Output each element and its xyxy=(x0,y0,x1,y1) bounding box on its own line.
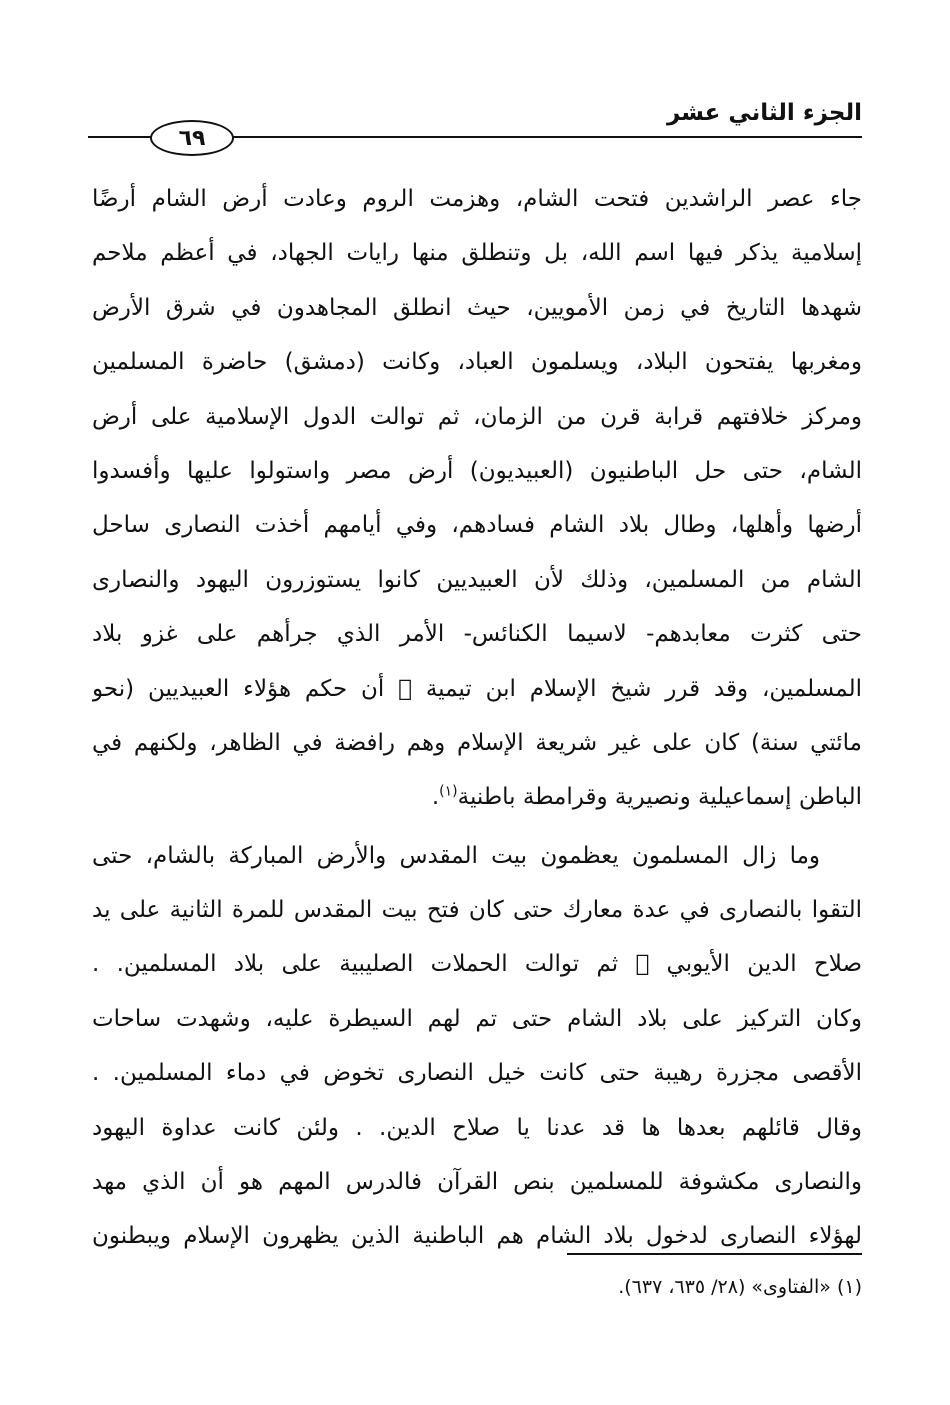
text-line: جاء عصر الراشدين فتحت الشام، وهزمت الروم وعادت أرض الشام أرضًا xyxy=(92,186,862,212)
page-number-badge: ٦٩ xyxy=(150,120,234,156)
text-line: الأقصى مجزرة رهيبة حتى كانت خيل النصارى تخوض في دماء المسلمين. . xyxy=(92,1060,862,1087)
text-line: مائتي سنة) كان على غير شريعة الإسلام وهم رافضة في الظاهر، ولكنهم في xyxy=(92,729,862,756)
text-line: التقوا بالنصارى في عدة معارك حتى كان فتح بيت المقدس للمرة الثانية على يد xyxy=(92,897,862,924)
footnote: (١) «الفتاوى» (٢٨/ ٦٣٥، ٦٣٧). xyxy=(618,1276,862,1298)
body-text xyxy=(92,172,862,1264)
text-line: الشام، حتى حل الباطنيون (العبيديون) أرض مصر واستولوا عليها وأفسدوا xyxy=(92,457,862,484)
text-line: والنصارى مكشوفة للمسلمين بنص القرآن فالدرس المهم هو أن الذي مهد xyxy=(92,1169,862,1196)
text-line: ومغربها يفتحون البلاد، ويسلمون العباد، وكانت (دمشق) حاضرة المسلمين xyxy=(92,349,862,376)
text-line: إسلامية يذكر فيها اسم الله، بل وتنطلق منها رايات الجهاد، في أعظم ملاحم xyxy=(92,240,862,267)
paragraph-end-period: . xyxy=(431,784,440,811)
text-line: ومركز خلافتهم قرابة قرن من الزمان، ثم توالت الدول الإسلامية على أرض xyxy=(92,403,862,430)
text-line: حتى كثرت معابدهم- لاسيما الكنائس- الأمر الذي جرأهم على غزو بلاد xyxy=(92,621,862,648)
text-line-last xyxy=(92,770,862,824)
text-line: شهدها التاريخ في زمن الأمويين، حيث انطلق المجاهدون في شرق الأرض xyxy=(92,294,862,321)
text-line: وكان التركيز على بلاد الشام حتى تم لهم السيطرة عليه، وشهدت ساحات xyxy=(92,1005,862,1032)
footnote-reference[interactable]: (١) xyxy=(439,783,458,800)
text-line: وقال قائلهم بعدها ها قد عدنا يا صلاح الدين. . ولئن كانت عداوة اليهود xyxy=(92,1114,862,1141)
text-line: وما زال المسلمون يعظمون بيت المقدس والأرض المباركة بالشام، حتى xyxy=(92,842,820,869)
text-line: أرضها وأهلها، وطال بلاد الشام فسادهم، وفي أيامهم أخذت النصارى ساحل xyxy=(92,512,862,539)
text-line: المسلمين، وقد قرر شيخ الإسلام ابن تيمية ﷫ أن حكم هؤلاء العبيديين (نحو xyxy=(92,675,862,702)
running-header-title: الجزء الثاني عشر xyxy=(666,100,862,126)
footnote-rule xyxy=(567,1253,862,1255)
text-line: لهؤلاء النصارى لدخول بلاد الشام هم الباطنية الذين يظهرون الإسلام ويبطنون xyxy=(92,1223,862,1250)
text-line: الشام من المسلمين، وذلك لأن العبيديين كانوا يستوزرون اليهود والنصارى xyxy=(92,566,862,593)
text-line: صلاح الدين الأيوبي ﷫ ثم توالت الحملات الصليبية على بلاد المسلمين. . xyxy=(92,951,862,978)
paragraph-end-text: الباطن إسماعيلية ونصيرية وقرامطة باطنية xyxy=(457,784,862,811)
